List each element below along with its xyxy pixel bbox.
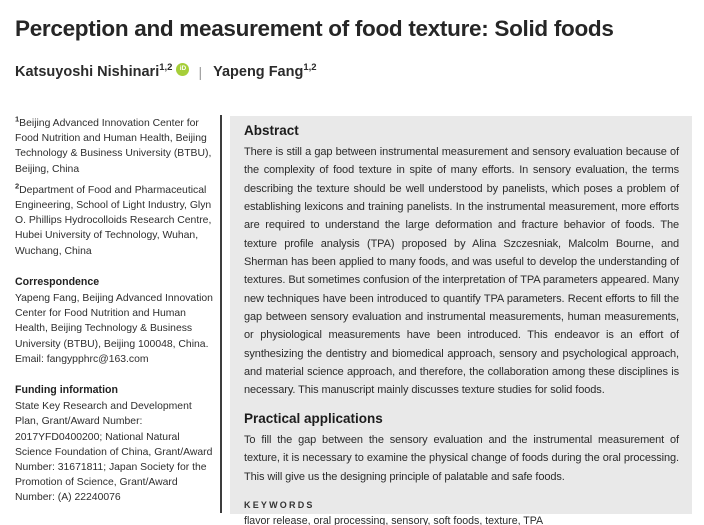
article-title: Perception and measurement of food texture: Solid foods xyxy=(15,16,614,41)
correspondence-email: Email: fangypphrc@163.com xyxy=(15,353,149,365)
keywords-heading: KEYWORDS xyxy=(244,499,315,510)
orcid-icon[interactable] xyxy=(176,63,189,76)
affiliation-1-sup: 1 xyxy=(15,114,20,124)
author-line xyxy=(15,64,317,80)
abstract-box xyxy=(230,116,692,525)
author-1-affiliation-sup: 1,2 xyxy=(159,62,173,74)
abstract-text: There is still a gap between instrumental measurement and sensory evaluation because of the complexity of food texture in spite of many efforts. In sensory evaluation, the terms describing the texture should be well understood by panelists, which poses a problem of establishing lexicons and training panelists. In the instrumental measurement, more efforts are required to understand the large deformation and fracture behavior of foods. The texture profile analysis (TPA) proposed by Alina Szczesniak, Malcolm Bourne, and Sherman has been applied to many foods, and was useful to develop the understanding of textures. But sometimes confusion of the interpretation of TPA parameters appeared. Many new techniques have been introduced to quantify TPA parameters. Recent efforts to fill the gap between sensory evaluation and instrumental measurements, human measurements, or physiological measurements have been introduced. This endeavor is an effort of synthesizing the dentistry and biomedical approach, sensory and psychological approach, and material science approach, and therefore, the collaboration among these disciplines is necessary. This manuscript mainly discusses texture studies for solid foods. xyxy=(244,146,679,397)
affiliation-2-sup: 2 xyxy=(15,181,20,191)
affiliation-1-text: Beijing Advanced Innovation Center for Food Nutrition and Human Health, Beijing Technology & Business University (BTBU), Beijing, China xyxy=(15,118,212,175)
author-2-affiliation-sup: 1,2 xyxy=(303,62,317,74)
author-2-name: Yapeng Fang xyxy=(213,64,304,80)
orcid-icon-label: iD xyxy=(179,64,187,72)
column-divider xyxy=(220,115,222,513)
author-separator: | xyxy=(198,64,203,80)
affiliation-2 xyxy=(15,183,213,259)
author-1-name: Katsuyoshi Nishinari xyxy=(15,64,160,80)
affiliation-1 xyxy=(15,116,213,177)
practical-applications-heading: Practical applications xyxy=(244,410,383,426)
correspondence-heading: Correspondence xyxy=(15,275,100,288)
funding-heading: Funding information xyxy=(15,384,118,397)
keywords-text: flavor release, oral processing, sensory, soft foods, texture, TPA xyxy=(244,514,544,525)
practical-applications-text: To fill the gap between the sensory evaluation and the instrumental measurement of texture, it is necessary to examine the physical change of foods during the oral processing. This will give us the designing principle of palatable and safe foods. xyxy=(244,433,679,483)
author-1 xyxy=(15,64,172,80)
article-info-column xyxy=(15,116,213,506)
author-2 xyxy=(213,64,316,80)
funding-text: State Key Research and Development Plan, Grant/Award Number: 2017YFD0400200; National Natural Science Foundation of China, Grant/Award Number: 31671811; Japan Society for the Promotion of Science, Grant/Award Number: (A) 22240076 xyxy=(15,401,213,504)
abstract-heading: Abstract xyxy=(244,123,299,138)
affiliation-2-text: Department of Food and Pharmaceutical Engineering, School of Light Industry, Glyn O. Phillips Hydrocolloids Research Centre, Hubei University of Technology, Wuhan, Wuchang, China xyxy=(15,184,212,257)
correspondence-text: Yapeng Fang, Beijing Advanced Innovation Center for Food Nutrition and Human Health, Beijing Technology & Business University (BTBU), Beijing 100048, China. xyxy=(15,293,213,350)
